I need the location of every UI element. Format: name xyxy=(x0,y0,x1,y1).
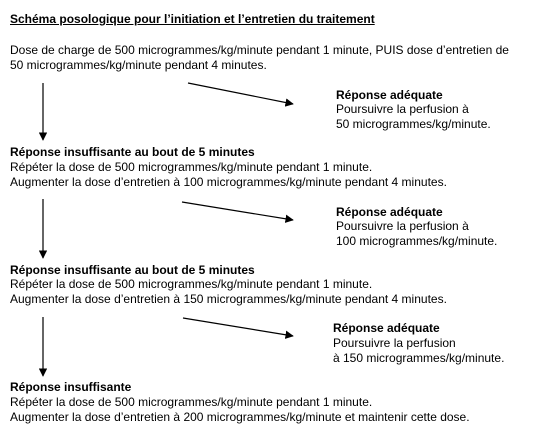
right-arrow-1 xyxy=(188,83,293,104)
step-3-heading: Réponse insuffisante au bout de 5 minutes xyxy=(10,263,255,277)
intro-line-2: 50 microgrammes/kg/minute pendant 4 minutes. xyxy=(10,58,267,72)
step-3-line-1: Répéter la dose de 500 microgrammes/kg/minute pendant 1 minute. xyxy=(10,277,373,291)
step-2-heading: Réponse insuffisante au bout de 5 minutes xyxy=(10,145,255,159)
response-2-heading: Réponse adéquate xyxy=(336,205,443,219)
response-2-line-2: 100 microgrammes/kg/minute. xyxy=(336,234,498,248)
intro-line-1: Dose de charge de 500 microgrammes/kg/minute pendant 1 minute, PUIS dose d’entretien de xyxy=(10,43,509,57)
response-3-heading: Réponse adéquate xyxy=(333,321,440,335)
response-3-line-2: à 150 microgrammes/kg/minute. xyxy=(333,351,505,365)
step-2-line-1: Répéter la dose de 500 microgrammes/kg/minute pendant 1 minute. xyxy=(10,160,373,174)
step-4-line-2: Augmenter la dose d’entretien à 200 microgrammes/kg/minute et maintenir cette dose. xyxy=(10,410,470,424)
response-1-line-2: 50 microgrammes/kg/minute. xyxy=(336,117,491,131)
step-4-line-1: Répéter la dose de 500 microgrammes/kg/minute pendant 1 minute. xyxy=(10,395,373,409)
response-3-line-1: Poursuivre la perfusion xyxy=(333,336,456,350)
page-title: Schéma posologique pour l’initiation et l’entretien du traitement xyxy=(10,12,375,26)
step-4-heading: Réponse insuffisante xyxy=(10,380,132,394)
response-1-heading: Réponse adéquate xyxy=(336,88,443,102)
right-arrow-2 xyxy=(182,202,293,220)
response-1-line-1: Poursuivre la perfusion à xyxy=(336,102,469,116)
step-2-line-2: Augmenter la dose d’entretien à 100 microgrammes/kg/minute pendant 4 minutes. xyxy=(10,175,447,189)
right-arrow-3 xyxy=(183,318,293,336)
step-3-line-2: Augmenter la dose d’entretien à 150 microgrammes/kg/minute pendant 4 minutes. xyxy=(10,292,447,306)
response-2-line-1: Poursuivre la perfusion à xyxy=(336,219,469,233)
